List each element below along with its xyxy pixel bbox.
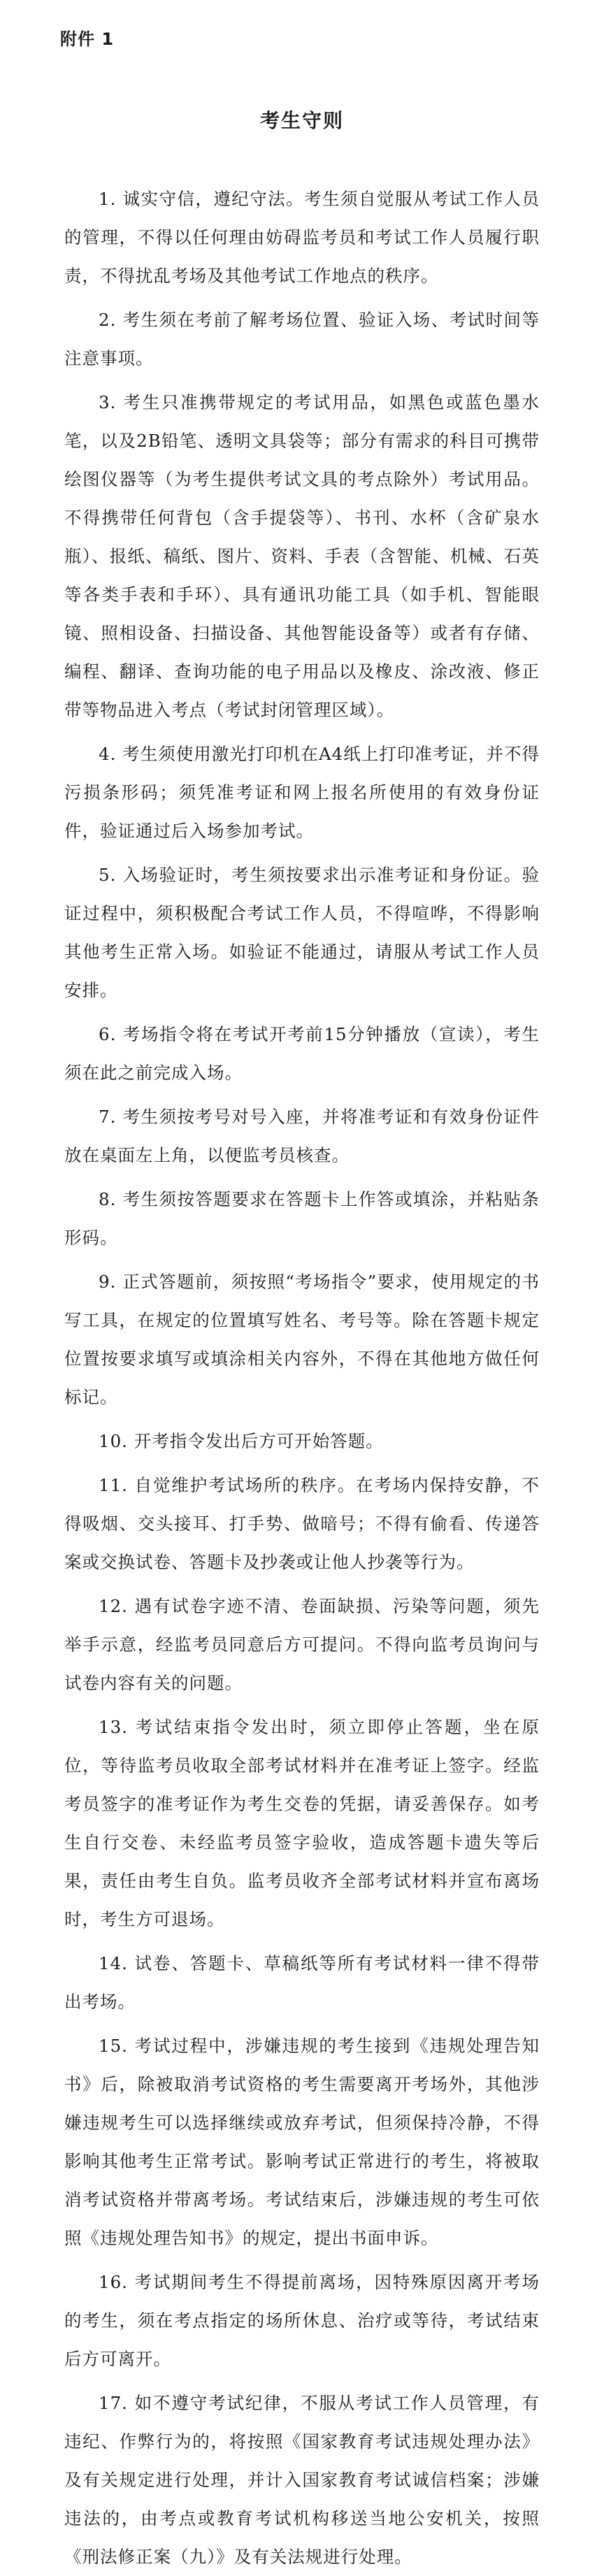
rule-item: 9. 正式答题前，须按照“考场指令”要求，使用规定的书写工具，在规定的位置填写姓名、考号等。除在答题卡规定位置按要求填写或填涂相关内容外，不得在其他地方做任何标记。	[64, 1272, 540, 1407]
rule-item: 1. 诚实守信，遵纪守法。考生须自觉服从考试工作人员的管理，不得以任何理由妨碍监考员和考试工作人员履行职责，不得扰乱考场及其他考试工作地点的秩序。	[64, 189, 540, 286]
rule-item: 2. 考生须在考前了解考场位置、验证入场、考试时间等注意事项。	[64, 310, 540, 368]
rule-item: 4. 考生须使用激光打印机在A4纸上打印准考证，并不得污损条形码；须凭准考证和网上报名所使用的有效身份证件，验证通过后入场参加考试。	[64, 744, 540, 841]
rule-item: 5. 入场验证时，考生须按要求出示准考证和身份证。验证过程中，须积极配合考试工作人员，不得喧哗，不得影响其他考生正常入场。如验证不能通过，请服从考试工作人员安排。	[64, 865, 540, 1000]
rule-item: 12. 遇有试卷字迹不清、卷面缺损、污染等问题，须先举手示意，经监考员同意后方可提问。不得向监考员询问与试卷内容有关的问题。	[64, 1596, 540, 1693]
rule-item: 15. 考试过程中，涉嫌违规的考生接到《违规处理告知书》后，除被取消考试资格的考生需要离开考场外，其他涉嫌违规考生可以选择继续或放弃考试，但须保持冷静，不得影响其他考生正常考试。影响考试正常进行的考生，将被取消考试资格并带离考场。考试结束后，涉嫌违规的考生可依照《违规处理告知书》的规定，提出书面申诉。	[64, 2036, 540, 2248]
rule-item: 16. 考试期间考生不得提前离场，因特殊原因离开考场的考生，须在考点指定的场所休息、治疗或等待，考试结束后方可离开。	[64, 2272, 540, 2369]
rule-item: 8. 考生须按答题要求在答题卡上作答或填涂，并粘贴条形码。	[64, 1189, 540, 1248]
rule-item: 7. 考生须按考号对号入座，并将准考证和有效身份证件放在桌面左上角，以便监考员核查。	[64, 1107, 540, 1165]
rule-item: 6. 考场指令将在考试开考前15分钟播放（宣读），考生须在此之前完成入场。	[64, 1024, 540, 1083]
rule-item: 3. 考生只准携带规定的考试用品，如黑色或蓝色墨水笔，以及2B铅笔、透明文具袋等；部分有需求的科目可携带绘图仪器等（为考生提供考试文具的考点除外）考试用品。不得携带任何背包（含手提袋等）、书刊、水杯（含矿泉水瓶）、报纸、稿纸、图片、资料、手表（含智能、机械、石英等各类手表和手环）、具有通讯功能工具（如手机、智能眼镜、照相设备、扫描设备、其他智能设备等）或者有存储、编程、翻译、查询功能的电子用品以及橡皮、涂改液、修正带等物品进入考点（考试封闭管理区域）。	[64, 392, 540, 720]
rule-item: 13. 考试结束指令发出时，须立即停止答题，坐在原位，等待监考员收取全部考试材料并在准考证上签字。经监考员签字的准考证作为考生交卷的凭据，请妥善保存。如考生自行交卷、未经监考员签字验收，造成答题卡遗失等后果，责任由考生自负。监考员收齐全部考试材料并宣布离场时，考生方可退场。	[64, 1717, 540, 1929]
page-title: 考生守则	[259, 109, 344, 132]
rule-item: 10. 开考指令发出后方可开始答题。	[99, 1431, 384, 1451]
rule-item: 17. 如不遵守考试纪律，不服从考试工作人员管理，有违纪、作弊行为的，将按照《国家教育考试违规处理办法》及有关规定进行处理，并计入国家教育考试诚信档案；涉嫌违法的，由考点或教育考试机构移送当地公安机关，按照《刑法修正案（九）》及有关法规进行处理。	[64, 2393, 540, 2567]
rule-item: 11. 自觉维护考试场所的秩序。在考场内保持安静，不得吸烟、交头接耳、打手势、做暗号；不得有偷看、传递答案或交换试卷、答题卡及抄袭或让他人抄袭等行为。	[64, 1475, 540, 1572]
attachment-label: 附件 1	[60, 29, 115, 49]
rule-item: 14. 试卷、答题卡、草稿纸等所有考试材料一律不得带出考场。	[64, 1953, 540, 2012]
rules-list	[64, 180, 540, 2576]
